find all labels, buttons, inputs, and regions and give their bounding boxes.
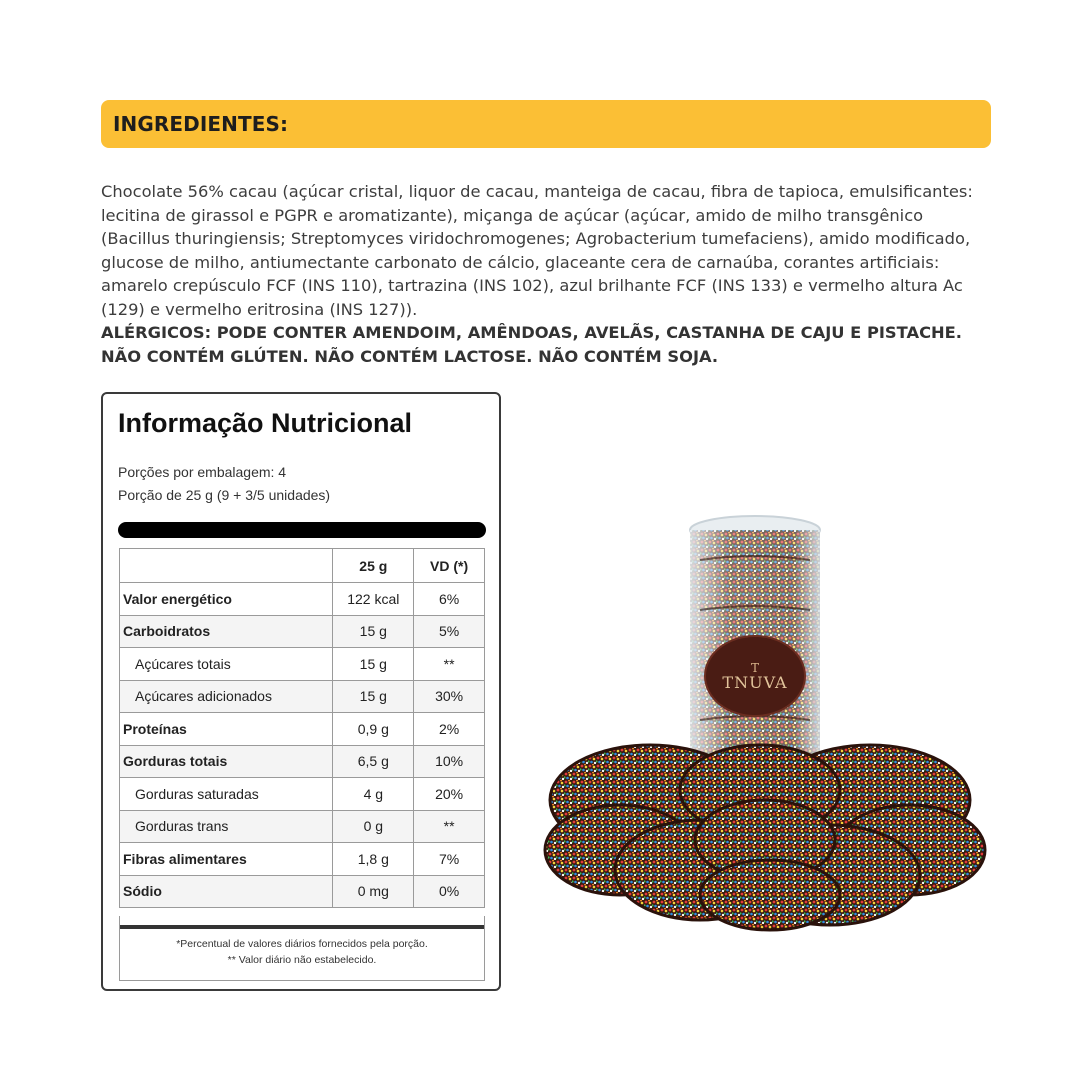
table-row	[120, 843, 485, 876]
ingredients-list: Chocolate 56% cacau (açúcar cristal, liquor de cacau, manteiga de cacau, fibra de tapioca, emulsificantes: lecitina de girassol e PGPR e aromatizante), miçanga de açúcar (açúcar, amido de milho transgênico (Bacillus thuringiensis; Streptomyces viridochromogenes; Agrobacterium tumefaciens), amido modificado, glucose de milho, antiumectante carbonato de cálcio, glaceante cera de carnaúba, corantes artificiais: amarelo crepúsculo FCF (INS 110), tartrazina (INS 102), azul brilhante FCF (INS 133) e vermelho altura Ac (129) e vermelho eritrosina (INS 127)).	[101, 182, 973, 319]
table-row	[120, 615, 485, 648]
footnote-not-established: ** Valor diário não estabelecido.	[227, 954, 377, 966]
nutrition-title: Informação Nutricional	[118, 408, 413, 438]
nutrient-dv: 7%	[414, 843, 485, 876]
nutrient-label: Açúcares totais	[120, 648, 333, 681]
table-row	[120, 745, 485, 778]
nutrient-amount: 0 g	[333, 810, 414, 843]
nutrient-label: Valor energético	[120, 583, 333, 616]
nutrient-amount: 15 g	[333, 680, 414, 713]
svg-text:T: T	[750, 661, 760, 675]
nutrient-dv: 5%	[414, 615, 485, 648]
nutrient-label: Carboidratos	[120, 615, 333, 648]
nutrient-dv: 2%	[414, 713, 485, 746]
nutrient-amount: 4 g	[333, 778, 414, 811]
nutrient-amount: 0,9 g	[333, 713, 414, 746]
thick-divider	[118, 522, 486, 538]
nutrient-dv: 30%	[414, 680, 485, 713]
table-header-row	[120, 549, 485, 583]
ingredients-header	[101, 100, 991, 148]
table-row	[120, 875, 485, 908]
footer-divider	[120, 925, 484, 929]
nutrient-label: Sódio	[120, 875, 333, 908]
nutrient-dv: **	[414, 648, 485, 681]
column-header-amount: 25 g	[333, 549, 414, 583]
footnote-dv: *Percentual de valores diários fornecidos pela porção.	[176, 938, 428, 950]
table-row	[120, 810, 485, 843]
nutrient-dv: **	[414, 810, 485, 843]
nutrient-dv: 20%	[414, 778, 485, 811]
ingredients-text-block	[101, 180, 996, 368]
nutrient-label: Gorduras saturadas	[120, 778, 333, 811]
nutrient-amount: 122 kcal	[333, 583, 414, 616]
nutrient-amount: 15 g	[333, 648, 414, 681]
nutrition-facts-panel	[101, 392, 501, 991]
nutrition-table	[119, 548, 485, 908]
nutrient-dv: 10%	[414, 745, 485, 778]
brand-logo: TNUVA	[722, 673, 788, 692]
chocolate-discs	[545, 745, 985, 930]
nutrient-label: Gorduras trans	[120, 810, 333, 843]
column-header-nutrient	[120, 549, 333, 583]
nutrient-amount: 6,5 g	[333, 745, 414, 778]
table-row	[120, 648, 485, 681]
ingredients-title: INGREDIENTES:	[113, 112, 289, 136]
nutrient-amount: 1,8 g	[333, 843, 414, 876]
table-row	[120, 778, 485, 811]
nutrient-label: Açúcares adicionados	[120, 680, 333, 713]
table-row	[120, 680, 485, 713]
nutrient-amount: 15 g	[333, 615, 414, 648]
product-image	[540, 500, 990, 940]
nutrient-label: Fibras alimentares	[120, 843, 333, 876]
jar	[690, 516, 820, 770]
serving-size: Porção de 25 g (9 + 3/5 unidades)	[118, 487, 331, 503]
table-row	[120, 583, 485, 616]
nutrient-label: Proteínas	[120, 713, 333, 746]
allergens-warning: ALÉRGICOS: PODE CONTER AMENDOIM, AMÊNDOAS, AVELÃS, CASTANHA DE CAJU E PISTACHE. NÃO CONTÉM GLÚTEN. NÃO CONTÉM LACTOSE. NÃO CONTÉM SOJA.	[101, 323, 962, 366]
nutrient-dv: 6%	[414, 583, 485, 616]
nutrient-amount: 0 mg	[333, 875, 414, 908]
footnotes	[119, 916, 485, 981]
column-header-dv: VD (*)	[414, 549, 485, 583]
nutrient-label: Gorduras totais	[120, 745, 333, 778]
table-row	[120, 713, 485, 746]
nutrient-dv: 0%	[414, 875, 485, 908]
servings-per-package: Porções por embalagem: 4	[118, 464, 287, 480]
